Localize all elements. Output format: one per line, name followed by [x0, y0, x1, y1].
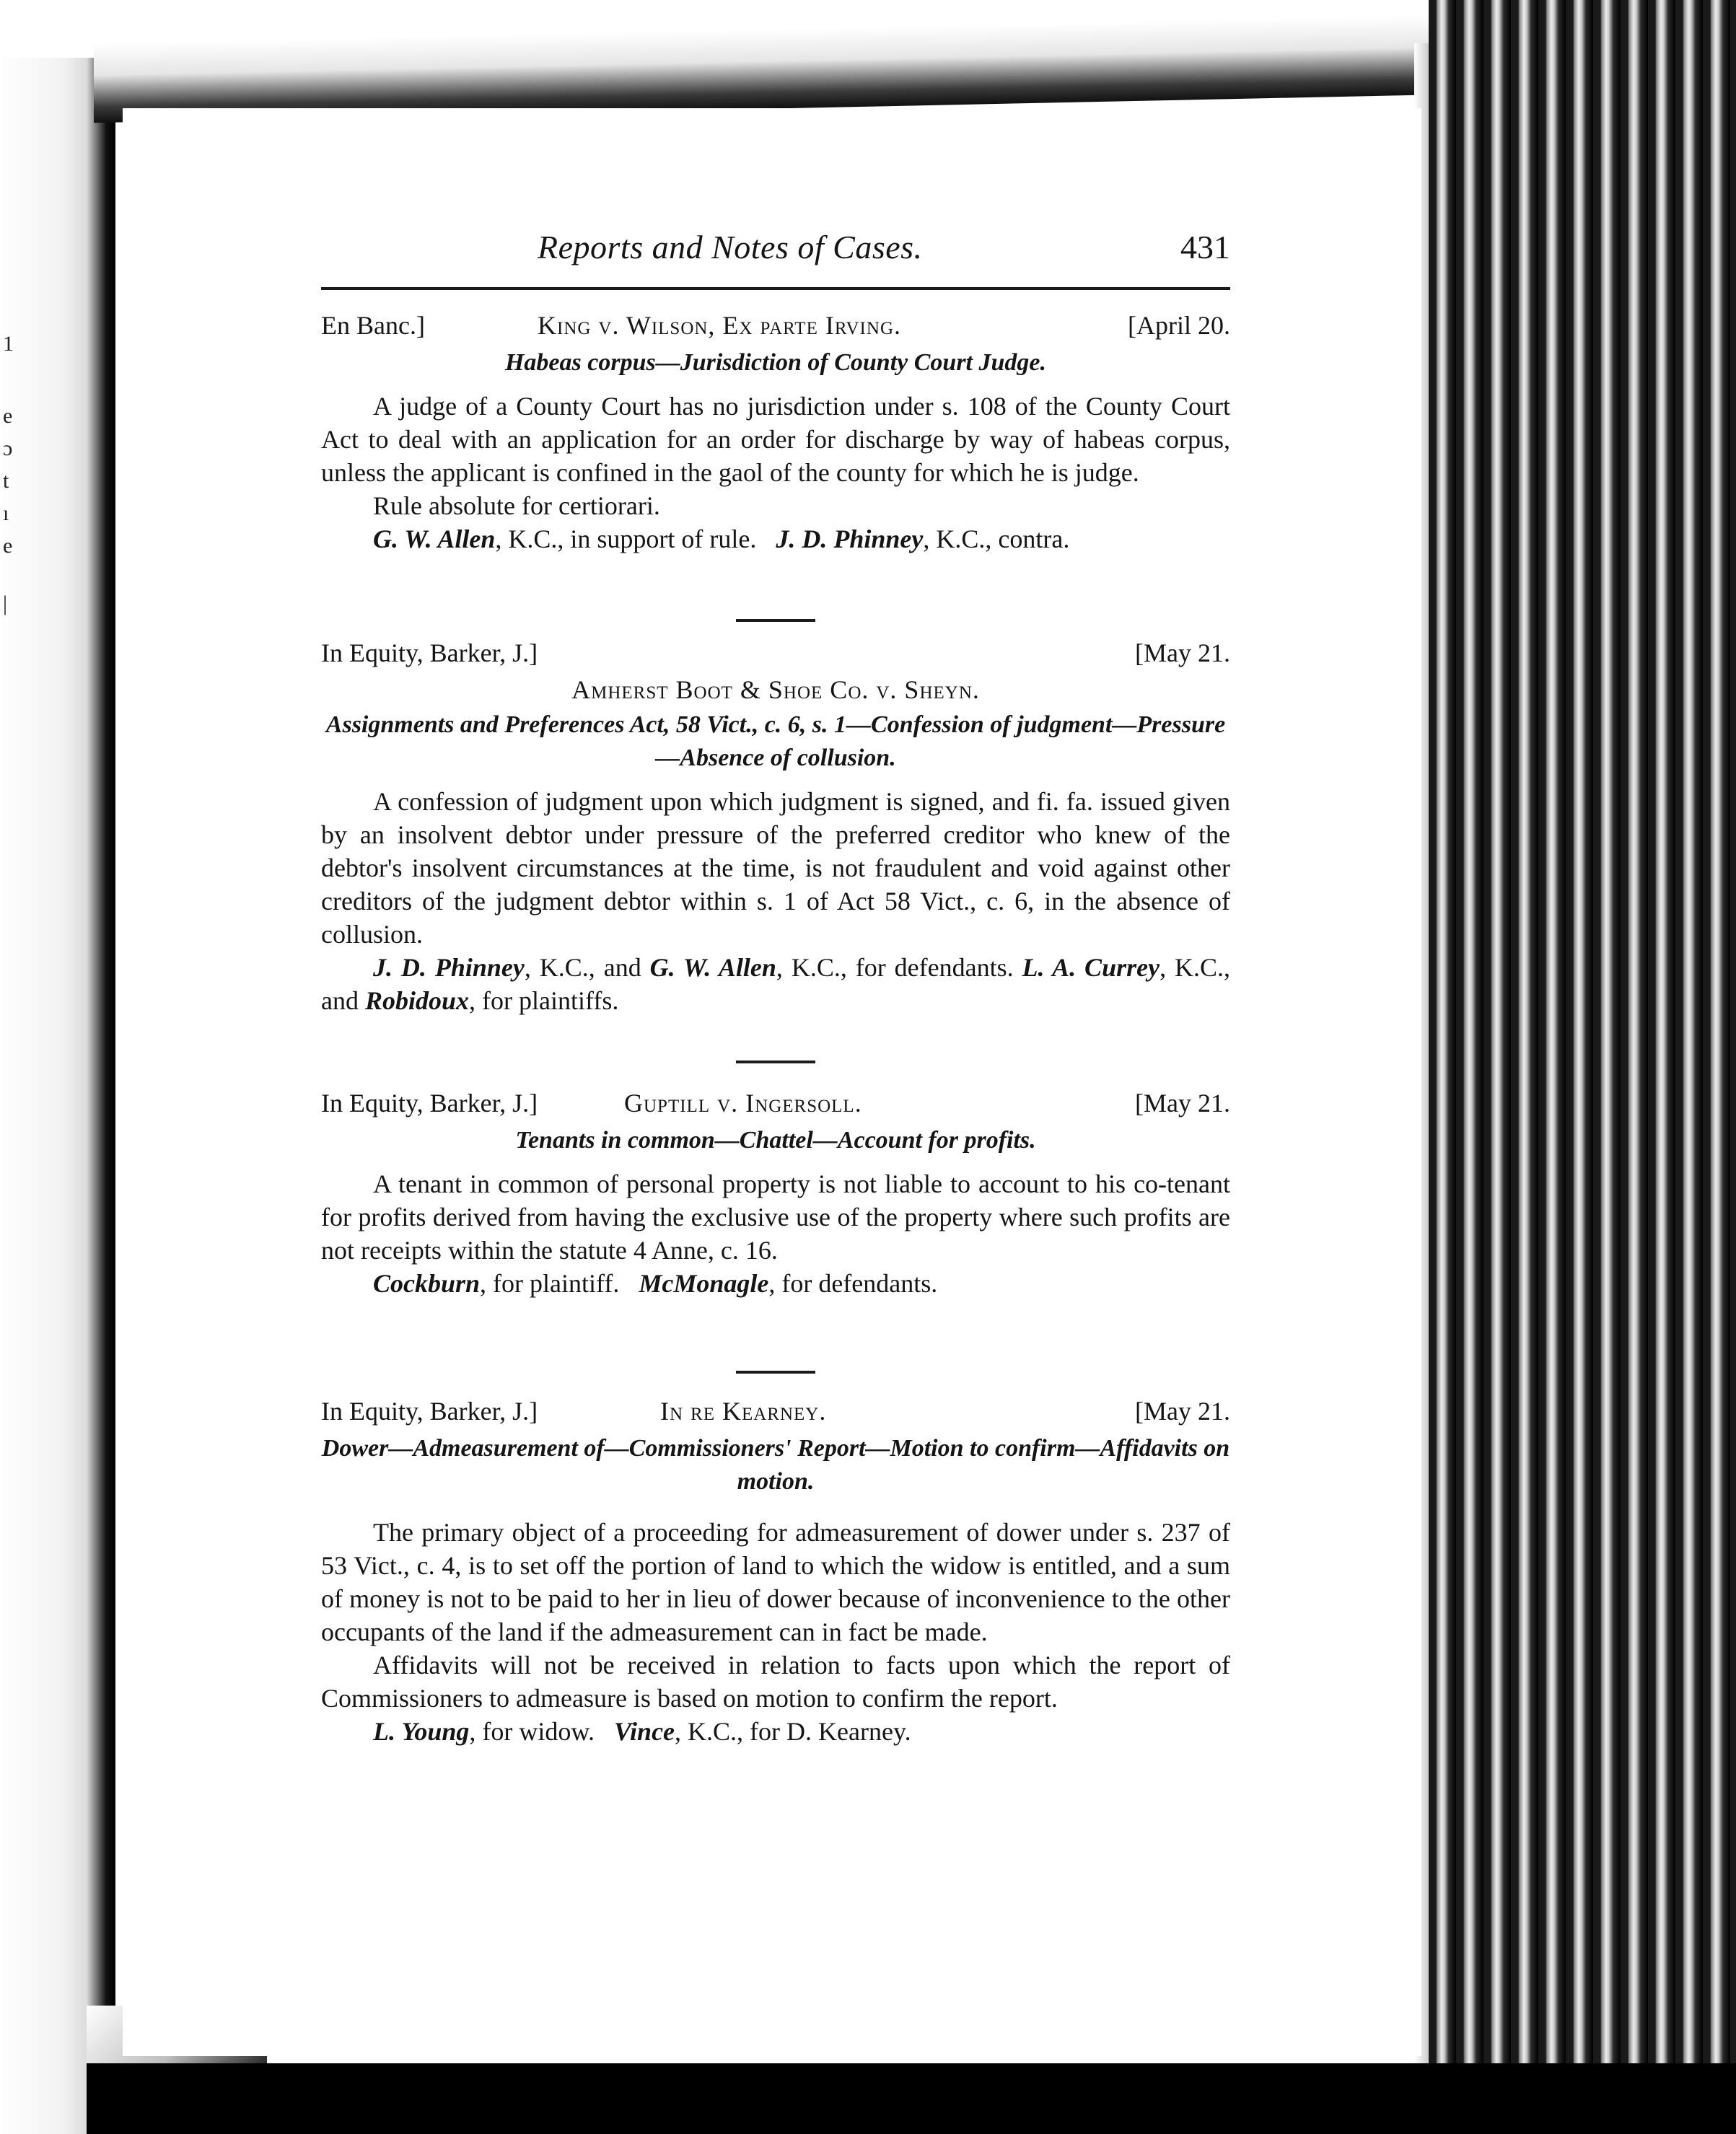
- margin-fragment: |: [3, 592, 8, 615]
- margin-fragments: [0, 274, 29, 707]
- counsel-name: Robidoux: [364, 986, 470, 1015]
- case-result: Rule absolute for certiorari.: [373, 491, 660, 520]
- counsel-name: L. A. Currey: [1022, 953, 1160, 982]
- margin-fragment: t: [3, 469, 9, 493]
- case-date: [May 21.: [1135, 638, 1230, 667]
- court: In Equity, Barker, J.]: [321, 1397, 538, 1426]
- case-separator: [736, 619, 815, 622]
- counsel-line: [321, 951, 1230, 1017]
- page-number: 431: [1180, 229, 1230, 265]
- margin-fragment: e: [3, 404, 13, 428]
- head-note: Dower—Admeasurement of—Commissioners' Report—Motion to confirm—Affidavits on motion.: [321, 1435, 1230, 1495]
- case-title: King v. Wilson, Ex parte Irving.: [538, 311, 901, 340]
- counsel-text: , K.C., for defendants.: [776, 953, 1022, 982]
- counsel-text: , K.C., and: [321, 953, 1230, 1015]
- case-date: [April 20.: [1128, 311, 1230, 340]
- head-note: Habeas corpus—Jurisdiction of County Court Judge.: [504, 349, 1046, 376]
- scan-bottom-edge: [87, 2063, 1736, 2134]
- scan-top-edge: [94, 14, 1486, 123]
- counsel-line: [321, 1267, 1230, 1300]
- case-paragraph: Affidavits will not be received in relation to facts upon which the report of Commissioners to admeasure is based on motion to confirm the report.: [321, 1651, 1230, 1713]
- case-paragraph: A tenant in common of personal property is not liable to account to his co-tenant for profits derived from having the exclusive use of the property where such profits are not receipts within the statute 4 Anne, c. 16.: [321, 1169, 1230, 1265]
- counsel-text: , for widow.: [469, 1717, 602, 1746]
- case-header: [321, 1396, 1230, 1431]
- head-note: Tenants in common—Chattel—Account for profits.: [515, 1127, 1036, 1154]
- case-separator: [736, 1061, 815, 1063]
- margin-fragment: ɔ: [3, 436, 13, 460]
- court: En Banc.]: [321, 311, 425, 340]
- counsel-text: , K.C., for D. Kearney.: [675, 1717, 911, 1746]
- counsel-text: , for defendants.: [768, 1269, 938, 1298]
- margin-fragment: ı: [3, 501, 9, 525]
- counsel-line: [321, 1715, 1230, 1748]
- counsel-name: J. D. Phinney: [776, 524, 924, 553]
- case-paragraph: A confession of judgment upon which judgment is signed, and fi. fa. issued given by an insolvent debtor under pressure of the preferred creditor who knew of the debtor's insolvent circumstances at the time, is not fraudulent and void against other creditors of the judgment debtor within s. 1 of Act 58 Vict., c. 6, in the absence of collusion.: [321, 787, 1230, 949]
- counsel-name: G. W. Allen: [373, 524, 496, 553]
- counsel-name: Vince: [614, 1717, 675, 1746]
- margin-fragment: 1: [3, 332, 14, 356]
- counsel-text: , K.C., contra.: [923, 524, 1070, 553]
- counsel-line: [321, 522, 1230, 556]
- case-paragraph: A judge of a County Court has no jurisdiction under s. 108 of the County Court Act to deal with an application for an order for discharge by way of habeas corpus, unless the applicant is confined in the gaol of the county for which he is judge.: [321, 392, 1230, 487]
- counsel-name: J. D. Phinney: [373, 953, 525, 982]
- header-rule: [321, 287, 1230, 290]
- case-header: [321, 638, 1230, 672]
- case-separator: [736, 1371, 815, 1374]
- counsel-name: McMonagle: [639, 1269, 769, 1298]
- court: In Equity, Barker, J.]: [321, 1089, 538, 1118]
- case-title: In re Kearney.: [660, 1397, 827, 1426]
- counsel-name: Cockburn: [373, 1269, 481, 1298]
- case-date: [May 21.: [1135, 1089, 1230, 1118]
- counsel-text: , for plaintiffs.: [469, 986, 619, 1015]
- case-king-v-wilson: [321, 310, 1230, 556]
- case-header: [321, 1088, 1230, 1123]
- counsel-text: , K.C., and: [524, 953, 650, 982]
- case-title: Amherst Boot & Shoe Co. v. Sheyn.: [571, 675, 980, 704]
- counsel-name: G. W. Allen: [649, 953, 776, 982]
- case-paragraph: The primary object of a proceeding for admeasurement of dower under s. 237 of 53 Vict., c. 4, is to set off the portion of land to which the widow is entitled, and a sum of money is not to be paid to her in lieu of dower because of inconvenience to the other occupants of the land if the admeasurement can in fact be made.: [321, 1518, 1230, 1646]
- court: In Equity, Barker, J.]: [321, 638, 538, 667]
- case-amherst-boot: [321, 638, 1230, 1017]
- case-header: [321, 310, 1230, 345]
- running-header: [321, 228, 1230, 278]
- counsel-name: L. Young: [373, 1717, 470, 1746]
- running-title: Reports and Notes of Cases.: [538, 229, 923, 265]
- counsel-text: , for plaintiff.: [480, 1269, 626, 1298]
- scan-page-stack: [1429, 0, 1736, 2134]
- head-note: Assignments and Preferences Act, 58 Vict., c. 6, s. 1—Confession of judgment—Pressure—Absence of collusion.: [325, 711, 1226, 771]
- margin-fragment: e: [3, 534, 13, 558]
- case-title: Guptill v. Ingersoll.: [624, 1089, 862, 1118]
- case-in-re-kearney: [321, 1396, 1230, 1748]
- counsel-text: , K.C., in support of rule.: [495, 524, 757, 553]
- case-guptill-v-ingersoll: [321, 1088, 1230, 1300]
- case-date: [May 21.: [1135, 1397, 1230, 1426]
